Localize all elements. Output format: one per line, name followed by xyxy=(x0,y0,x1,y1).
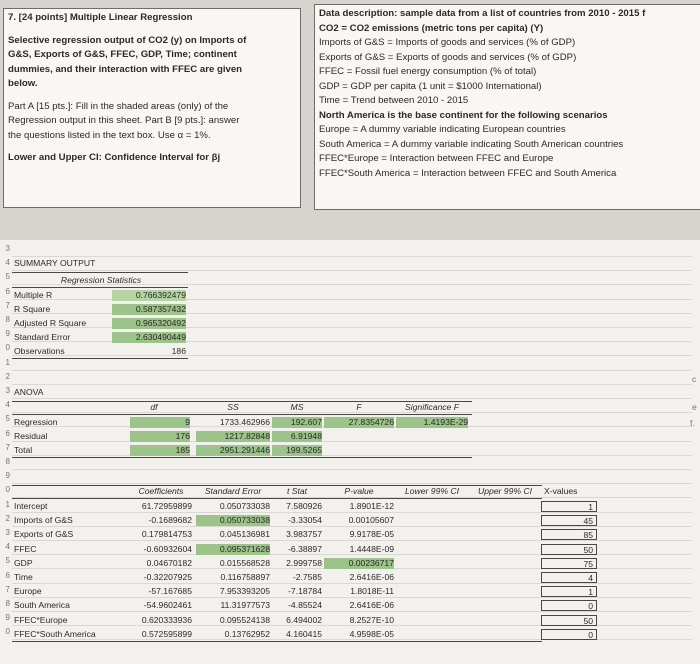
table-rule xyxy=(12,287,188,288)
coef-se: 0.13762952 xyxy=(224,628,270,639)
upper-ci-cell[interactable] xyxy=(470,501,540,512)
anova-df[interactable]: 9 xyxy=(130,417,190,428)
row-number[interactable]: 0 xyxy=(5,485,10,495)
coef-p: 9.9178E-05 xyxy=(349,529,394,540)
description-line: FFEC = Fossil fuel energy consumption (% of total) xyxy=(319,66,537,77)
edge-letter: c xyxy=(692,374,697,384)
row-number[interactable]: 3 xyxy=(5,528,10,537)
grid-line xyxy=(12,256,692,257)
coef-se: 0.116758897 xyxy=(220,572,270,582)
edge-letter: f. xyxy=(690,418,695,428)
coef-value: -0.60932604 xyxy=(143,543,192,554)
upper-ci-cell[interactable] xyxy=(470,529,540,540)
lower-ci-cell[interactable] xyxy=(396,586,468,597)
coef-label: GDP xyxy=(14,557,33,568)
stat-label: Adjusted R Square xyxy=(14,318,87,328)
anova-label: Total xyxy=(14,445,33,455)
table-rule xyxy=(12,498,542,499)
coef-value: -0.32207925 xyxy=(143,572,192,582)
lower-ci-cell[interactable] xyxy=(396,615,468,626)
coef-value: 0.620333936 xyxy=(141,614,192,625)
coef-label: South America xyxy=(14,600,70,611)
upper-ci-cell[interactable] xyxy=(470,544,540,555)
description-line: Europe = A dummy variable indicating European countries xyxy=(319,124,566,135)
description-line: FFEC*Europe = Interaction between FFEC and Europe xyxy=(319,153,554,164)
coef-se: 0.045136981 xyxy=(219,529,270,540)
anova-label: Regression xyxy=(14,417,58,427)
coef-value: -57.167685 xyxy=(148,586,192,597)
table-rule xyxy=(12,358,188,359)
grid-line xyxy=(12,455,692,456)
table-rule xyxy=(12,457,472,458)
row-number[interactable]: 9 xyxy=(5,329,10,339)
coef-p: 1.8018E-11 xyxy=(350,586,394,597)
anova-f[interactable]: 27.8354726 xyxy=(324,417,394,428)
lower-ci-cell[interactable] xyxy=(396,600,468,611)
lower-ci-cell[interactable] xyxy=(396,501,468,512)
lower-ci-cell[interactable] xyxy=(396,629,468,640)
grid-line xyxy=(12,384,692,385)
anova-sig[interactable]: 1.4193E-29 xyxy=(396,417,468,428)
stat-value[interactable]: 0.587357432 xyxy=(112,304,186,315)
description-line: South America = A dummy variable indicating South American countries xyxy=(319,138,624,150)
row-number[interactable]: 4 xyxy=(5,400,10,410)
anova-header: SS xyxy=(227,402,239,412)
stat-value[interactable]: 0.965320492 xyxy=(112,318,186,329)
row-number[interactable]: 5 xyxy=(5,556,10,566)
grid-line xyxy=(12,469,692,470)
anova-header: F xyxy=(356,402,362,412)
edge-letter: e xyxy=(692,402,697,412)
x-value-cell[interactable]: 75 xyxy=(541,558,597,569)
anova-header: MS xyxy=(290,402,304,412)
description-line: Exports of G&S = Exports of goods and services (% of GDP) xyxy=(319,51,577,63)
row-number[interactable]: 5 xyxy=(5,272,10,282)
coef-p: 1.4448E-09 xyxy=(349,543,394,554)
stat-value[interactable]: 0.766392479 xyxy=(112,290,186,301)
coef-header: Lower 99% CI xyxy=(405,486,459,496)
coef-header: Standard Error xyxy=(204,486,262,496)
description-line: Time = Trend between 2010 - 2015 xyxy=(319,95,469,106)
row-number[interactable]: 8 xyxy=(5,457,10,466)
coef-t: -3.33054 xyxy=(288,515,322,526)
coef-value: 0.179814753 xyxy=(141,529,192,540)
row-number[interactable]: 5 xyxy=(5,414,10,424)
coef-label: Exports of G&S xyxy=(14,529,74,540)
grid-line xyxy=(12,398,692,399)
description-line: Imports of G&S = Imports of goods and services (% of GDP) xyxy=(319,37,576,48)
coef-header: P-value xyxy=(344,486,374,496)
coef-p: 1.8901E-12 xyxy=(349,501,394,511)
grid-line xyxy=(12,441,692,442)
description-line: CO2 = CO2 emissions (metric tons per capita) (Y) xyxy=(319,22,544,34)
coef-p: 2.6416E-06 xyxy=(349,600,394,611)
row-number[interactable]: 6 xyxy=(5,286,10,296)
row-number[interactable]: 6 xyxy=(5,570,10,580)
row-number[interactable]: 3 xyxy=(5,386,10,395)
coef-se[interactable]: 0.050733038 xyxy=(196,515,270,526)
coef-t: -2.7585 xyxy=(292,572,322,582)
anova-ms[interactable]: 192.607 xyxy=(272,417,322,428)
coef-p: 0.00105607 xyxy=(348,515,394,526)
anova-ms[interactable]: 6.91948 xyxy=(272,431,322,442)
coef-value: -54.9602461 xyxy=(143,600,192,611)
description-line: GDP = GDP per capita (1 unit = $1000 International) xyxy=(319,80,542,92)
description-line: North America is the base continent for the following scenarios xyxy=(319,109,608,121)
coef-value: -0.1689682 xyxy=(148,515,192,526)
coef-t: 6.494002 xyxy=(286,614,322,625)
coef-t: 2.999758 xyxy=(286,557,322,568)
coef-label: FFEC*Europe xyxy=(14,614,68,625)
coef-header: t Stat xyxy=(286,486,308,496)
lower-ci-cell[interactable] xyxy=(396,558,468,569)
coef-header: Upper 99% CI xyxy=(478,486,532,496)
x-value-cell[interactable]: 4 xyxy=(541,572,597,583)
coef-header: Coefficients xyxy=(138,486,184,496)
coef-t: 3.983757 xyxy=(286,529,322,540)
coef-label: Europe xyxy=(14,586,42,597)
anova-header: df xyxy=(150,402,158,412)
x-value-cell[interactable]: 1 xyxy=(541,586,597,597)
coef-t: 4.160415 xyxy=(286,628,322,639)
anova-df[interactable]: 185 xyxy=(130,445,190,456)
spreadsheet[interactable] xyxy=(0,240,700,664)
row-number[interactable]: 4 xyxy=(5,542,10,552)
coef-p: 8.2527E-10 xyxy=(349,614,394,625)
summary-title: SUMMARY OUTPUT xyxy=(14,258,96,268)
coef-label: FFEC xyxy=(14,543,37,554)
anova-title: ANOVA xyxy=(14,387,44,397)
upper-ci-cell[interactable] xyxy=(470,586,540,597)
question-intro: Selective regression output of CO2 (y) on Imports of G&S, Exports of G&S, FFEC, GDP, Time; continent dummies, and their interaction with FFEC are given below. xyxy=(8,34,247,89)
coef-value: 61.72959899 xyxy=(141,501,192,511)
row-number[interactable]: 6 xyxy=(5,428,10,438)
x-value-cell[interactable]: 50 xyxy=(541,615,597,626)
coef-value: 0.04670182 xyxy=(146,557,192,568)
description-line: Data description: sample data from a list of countries from 2010 - 2015 f xyxy=(319,8,646,19)
stat-label: Observations xyxy=(14,346,65,356)
lower-ci-cell[interactable] xyxy=(396,529,468,540)
anova-df[interactable]: 176 xyxy=(130,431,190,442)
coef-se: 0.095524138 xyxy=(219,614,270,625)
anova-ss: 1733.462966 xyxy=(219,417,270,427)
coef-p: 2.6416E-06 xyxy=(349,572,394,582)
upper-ci-cell[interactable] xyxy=(470,572,540,583)
stat-label: Standard Error xyxy=(14,332,71,342)
table-rule xyxy=(12,272,188,273)
coef-se: 0.015568528 xyxy=(219,557,270,568)
lower-ci-cell[interactable] xyxy=(396,515,468,526)
lower-ci-cell[interactable] xyxy=(396,544,468,555)
upper-ci-cell[interactable] xyxy=(470,558,540,569)
coef-se: 7.953393205 xyxy=(219,586,270,597)
row-number[interactable]: 1 xyxy=(5,357,10,367)
anova-ms[interactable]: 199.5265 xyxy=(272,445,322,456)
row-number[interactable]: 8 xyxy=(5,599,10,608)
row-number[interactable]: 8 xyxy=(5,315,10,324)
question-title: 7. [24 points] Multiple Linear Regression xyxy=(8,12,193,23)
row-number[interactable]: 7 xyxy=(5,584,10,594)
description-line: FFEC*South America = Interaction between FFEC and South America xyxy=(319,167,617,179)
coef-t: -7.18784 xyxy=(288,586,322,597)
upper-ci-cell[interactable] xyxy=(470,515,540,526)
question-parts: Part A [15 pts.]: Fill in the shaded areas (only) of the Regression output in this sheet. Part B [9 pts.]: answer the questions listed in the text box. Use α = 1%. xyxy=(8,100,240,141)
row-number[interactable]: 7 xyxy=(5,300,10,310)
x-value-cell[interactable]: 85 xyxy=(541,529,597,540)
coef-t: 7.580926 xyxy=(286,501,322,511)
x-value-cell[interactable]: 0 xyxy=(541,629,597,640)
coef-label: Imports of G&S xyxy=(14,515,73,526)
coef-p[interactable]: 0.00236717 xyxy=(324,558,394,569)
regression-statistics-title: Regression Statistics xyxy=(60,275,142,285)
coef-se: 11.31977573 xyxy=(220,600,270,611)
anova-label: Residual xyxy=(14,431,48,441)
row-number[interactable]: 9 xyxy=(5,613,10,623)
x-value-cell[interactable]: 1 xyxy=(541,501,597,512)
coef-se: 0.050733038 xyxy=(219,501,270,511)
question-text-box xyxy=(3,8,301,208)
upper-ci-cell[interactable] xyxy=(470,600,540,611)
upper-ci-cell[interactable] xyxy=(470,629,540,640)
anova-ss[interactable]: 1217.82848 xyxy=(196,431,270,442)
ci-note: Lower and Upper CI: Confidence Interval for βj xyxy=(8,152,221,163)
grid-line xyxy=(12,370,692,371)
x-value-cell[interactable]: 45 xyxy=(541,515,597,526)
x-value-cell[interactable]: 0 xyxy=(541,600,597,611)
upper-ci-cell[interactable] xyxy=(470,615,540,626)
data-description-box xyxy=(314,4,700,210)
anova-ss[interactable]: 2951.291446 xyxy=(196,445,270,456)
row-number[interactable]: 0 xyxy=(5,627,10,637)
stat-value: 186 xyxy=(171,346,186,356)
lower-ci-cell[interactable] xyxy=(396,572,468,583)
table-rule xyxy=(12,641,542,642)
row-number[interactable]: 9 xyxy=(5,471,10,481)
table-rule xyxy=(12,414,472,415)
coef-p: 4.9598E-05 xyxy=(349,628,394,639)
coef-header: X-values xyxy=(544,486,578,496)
coef-t: -4.85524 xyxy=(288,600,322,611)
x-value-cell[interactable]: 50 xyxy=(541,544,597,555)
coef-se[interactable]: 0.095371628 xyxy=(196,544,270,555)
stat-label: Multiple R xyxy=(14,290,53,300)
row-number[interactable]: 2 xyxy=(5,371,10,381)
row-number[interactable]: 4 xyxy=(5,258,10,268)
row-number[interactable]: 0 xyxy=(5,343,10,353)
row-number[interactable]: 2 xyxy=(5,513,10,523)
stat-label: R Square xyxy=(14,304,51,314)
stat-value[interactable]: 2.630490449 xyxy=(112,332,186,343)
coef-label: FFEC*South America xyxy=(14,628,96,639)
anova-header: Significance F xyxy=(405,402,459,412)
coef-label: Time xyxy=(14,572,33,582)
row-number[interactable]: 1 xyxy=(5,499,10,509)
row-number[interactable]: 7 xyxy=(5,442,10,452)
coef-value: 0.572595899 xyxy=(141,628,192,639)
coef-t: -6.38897 xyxy=(288,543,322,554)
row-number[interactable]: 3 xyxy=(5,244,10,253)
coef-label: Intercept xyxy=(14,501,48,511)
